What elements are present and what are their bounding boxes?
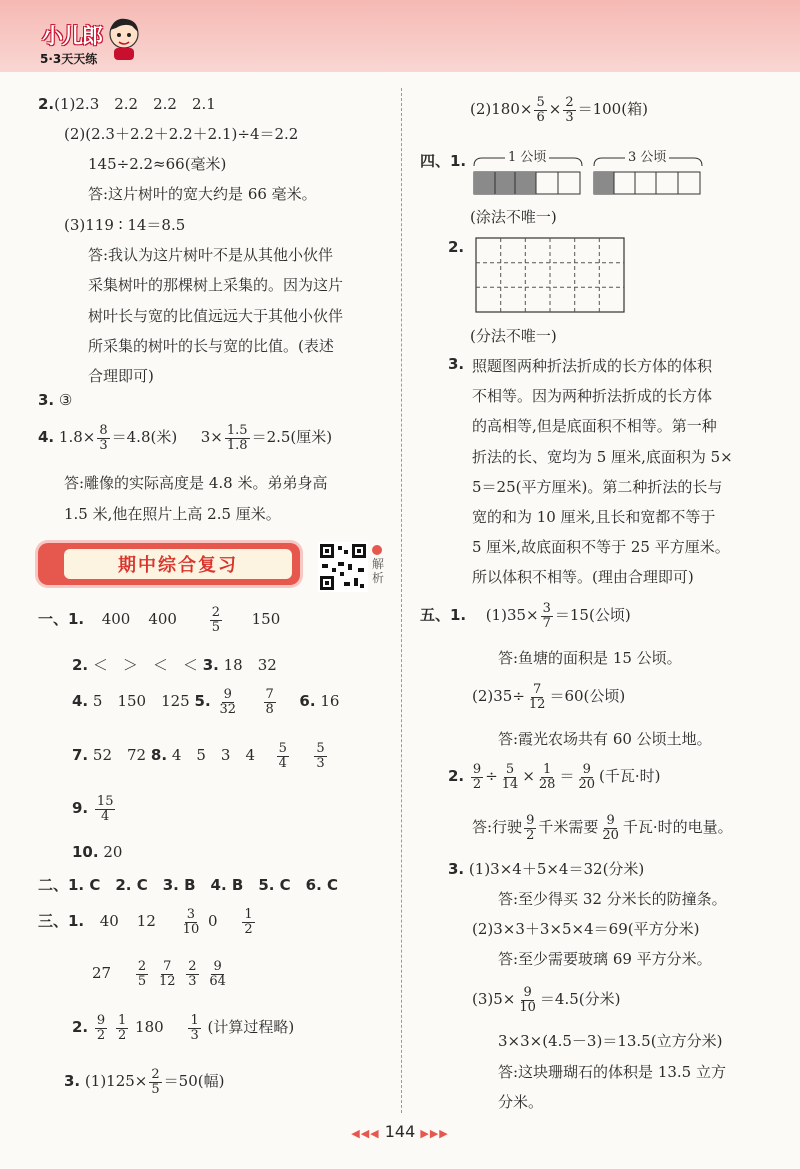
s3-row1: 三、1. 40 12 $\frac{3}{10}$ 0 $\frac{1}{2}$: [38, 907, 253, 937]
q2-line8: 树叶长与宽的比值远远大于其他小伙伴: [88, 307, 344, 325]
q2-line10: 合理即可): [88, 367, 154, 385]
s1-row6: 10. 20: [72, 843, 123, 861]
hectare-label-1: 1 公顷: [505, 146, 549, 165]
s3-row4: 3. (1)125× $\frac{2}{5}$ ＝50(幅): [64, 1067, 225, 1097]
q2-line3: 145÷2.2≈66(毫米): [88, 155, 227, 173]
s3-row2: 27 $\frac{2}{5}$ $\frac{7}{12}$ $\frac{2}{3}$ $\frac{9}{64}$: [92, 959, 226, 989]
s5-q3-line1: 3. (1)3×4＋5×4＝32(分米): [448, 860, 645, 878]
s5-q2-answer: 答:行驶 $\frac{9}{2}$ 千米需要 $\frac{9}{20}$ 千瓦·时的电量。: [472, 813, 733, 843]
q2-line7: 采集树叶的那棵树上采集的。因为这片: [88, 276, 344, 294]
brand-subtitle: 5·3天天练: [40, 52, 98, 66]
s4-q3-line6: 宽的和为 10 厘米,且长和宽都不等于: [472, 508, 716, 526]
s4-q3-label: 3.: [448, 355, 465, 373]
q2-line9: 所采集的树叶的长与宽的比值。(表述: [88, 337, 334, 355]
hectare-label-3: 3 公顷: [625, 146, 669, 165]
s5-q1-line1: 五、1. (1)35× $\frac{3}{7}$ ＝15(公顷): [420, 601, 631, 631]
prev-arrows-icon: ◀◀◀: [351, 1127, 380, 1140]
s4-q3-line7: 5 厘米,故底面积不等于 25 平方厘米。: [472, 538, 730, 556]
s4-note2: (分法不唯一): [470, 327, 557, 345]
s1-row4: 7. 52 72 8. 4 5 3 4 $\frac{5}{4}$ $\frac{5}{3}$: [72, 741, 325, 771]
s4-q2-label: 2.: [448, 238, 465, 256]
s5-q1-answer2: 答:霞光农场共有 60 公顷土地。: [498, 730, 712, 748]
s5-q2-equation: 2. $\frac{9}{2}$ ÷ $\frac{5}{14}$ × $\frac{1}{28}$ ＝ $\frac{9}{20}$ (千瓦·时): [448, 762, 661, 792]
section-banner: [38, 543, 300, 585]
q2-line5: (3)119 ∶ 14＝8.5: [64, 216, 186, 234]
q3-answer: 3. ③: [38, 391, 73, 409]
column-divider: [401, 88, 402, 1113]
s1-row2: 2. ＜ ＞ ＜ ＜ 3. 18 32: [72, 656, 277, 674]
q2-line6: 答:我认为这片树叶不是从其他小伙伴: [88, 246, 334, 264]
qr-label: 解析: [372, 545, 386, 585]
q2-line1: 2.(1)2.3 2.2 2.2 2.1: [38, 95, 216, 113]
brand-logo: [14, 18, 144, 70]
s5-q3-line4: 3×3×(4.5－3)＝13.5(立方分米): [498, 1032, 723, 1050]
section-banner-title: 期中综合复习: [64, 549, 292, 579]
next-arrows-icon: ▶▶▶: [420, 1127, 449, 1140]
q2-line4: 答:这片树叶的宽大约是 66 毫米。: [88, 185, 317, 203]
q4-answer-line1: 答:雕像的实际高度是 4.8 米。弟弟身高: [64, 474, 328, 492]
brand-name: 小儿郎: [42, 24, 102, 48]
page-number: ◀◀◀ 144 ▶▶▶: [351, 1122, 449, 1141]
s1-row5: 9. $\frac{15}{4}$: [72, 794, 114, 824]
s4-label: 四、1.: [420, 152, 467, 170]
play-icon: [372, 545, 382, 555]
s5-q3-answer3: 答:这块珊瑚石的体积是 13.5 立方: [498, 1063, 726, 1081]
q2-line2: (2)(2.3＋2.2＋2.2＋2.1)÷4＝2.2: [64, 125, 299, 143]
s5-q3-answer1: 答:至少得买 32 分米长的防撞条。: [498, 890, 727, 908]
s1-row1: 一、1. 400 400 $\frac{2}{5}$ 150: [38, 605, 281, 635]
s1-row3: 4. 5 150 125 5. $\frac{9}{32}$ $\frac{7}{8}$ 6. 16: [72, 687, 340, 717]
s5-q3-line2: (2)3×3＋3×5×4＝69(平方分米): [472, 920, 700, 938]
s4-note1: (涂法不唯一): [470, 208, 557, 226]
s5-q1-answer1: 答:鱼塘的面积是 15 公顷。: [498, 649, 682, 667]
s5-q3-answer3b: 分米。: [498, 1093, 544, 1111]
s5-q3-line3: (3)5× $\frac{9}{10}$ ＝4.5(分米): [472, 985, 621, 1015]
s4-q3-line1: 照题图两种折法折成的长方体的体积: [472, 357, 713, 375]
s4-q3-line5: 5＝25(平方厘米)。第二种折法的长与: [472, 478, 723, 496]
grid-diagram: [475, 237, 627, 315]
s5-q3-answer2: 答:至少需要玻璃 69 平方分米。: [498, 950, 712, 968]
q4-equation: 4. 1.8× $\frac{8}{3}$ ＝4.8(米) 3× $\frac{1.5}{1.8}$ ＝2.5(厘米): [38, 423, 333, 453]
s4-q3-line8: 所以体积不相等。(理由合理即可): [472, 568, 694, 586]
s5-q1-line2: (2)35÷ $\frac{7}{12}$ ＝60(公顷): [472, 682, 626, 712]
s3-row3: 2. $\frac{9}{2}$ $\frac{1}{2}$ 180 $\frac{1}{3}$ (计算过程略): [72, 1013, 295, 1043]
qr-code-icon[interactable]: [318, 542, 368, 592]
q4-answer-line2: 1.5 米,他在照片上高 2.5 厘米。: [64, 505, 281, 523]
s4-q3-line4: 折法的长、宽均为 5 厘米,底面积为 5×: [472, 448, 733, 466]
s4-q3-line3: 的高相等,但是底面积不相等。第一种: [472, 417, 717, 435]
r-top-equation: (2)180× $\frac{5}{6}$ × $\frac{2}{3}$ ＝100(箱): [470, 95, 648, 125]
s4-q3-line2: 不相等。因为两种折法折成的长方体: [472, 387, 713, 405]
s2-row: 二、1. C 2. C 3. B 4. B 5. C 6. C: [38, 876, 339, 894]
mascot-icon: [106, 16, 142, 62]
